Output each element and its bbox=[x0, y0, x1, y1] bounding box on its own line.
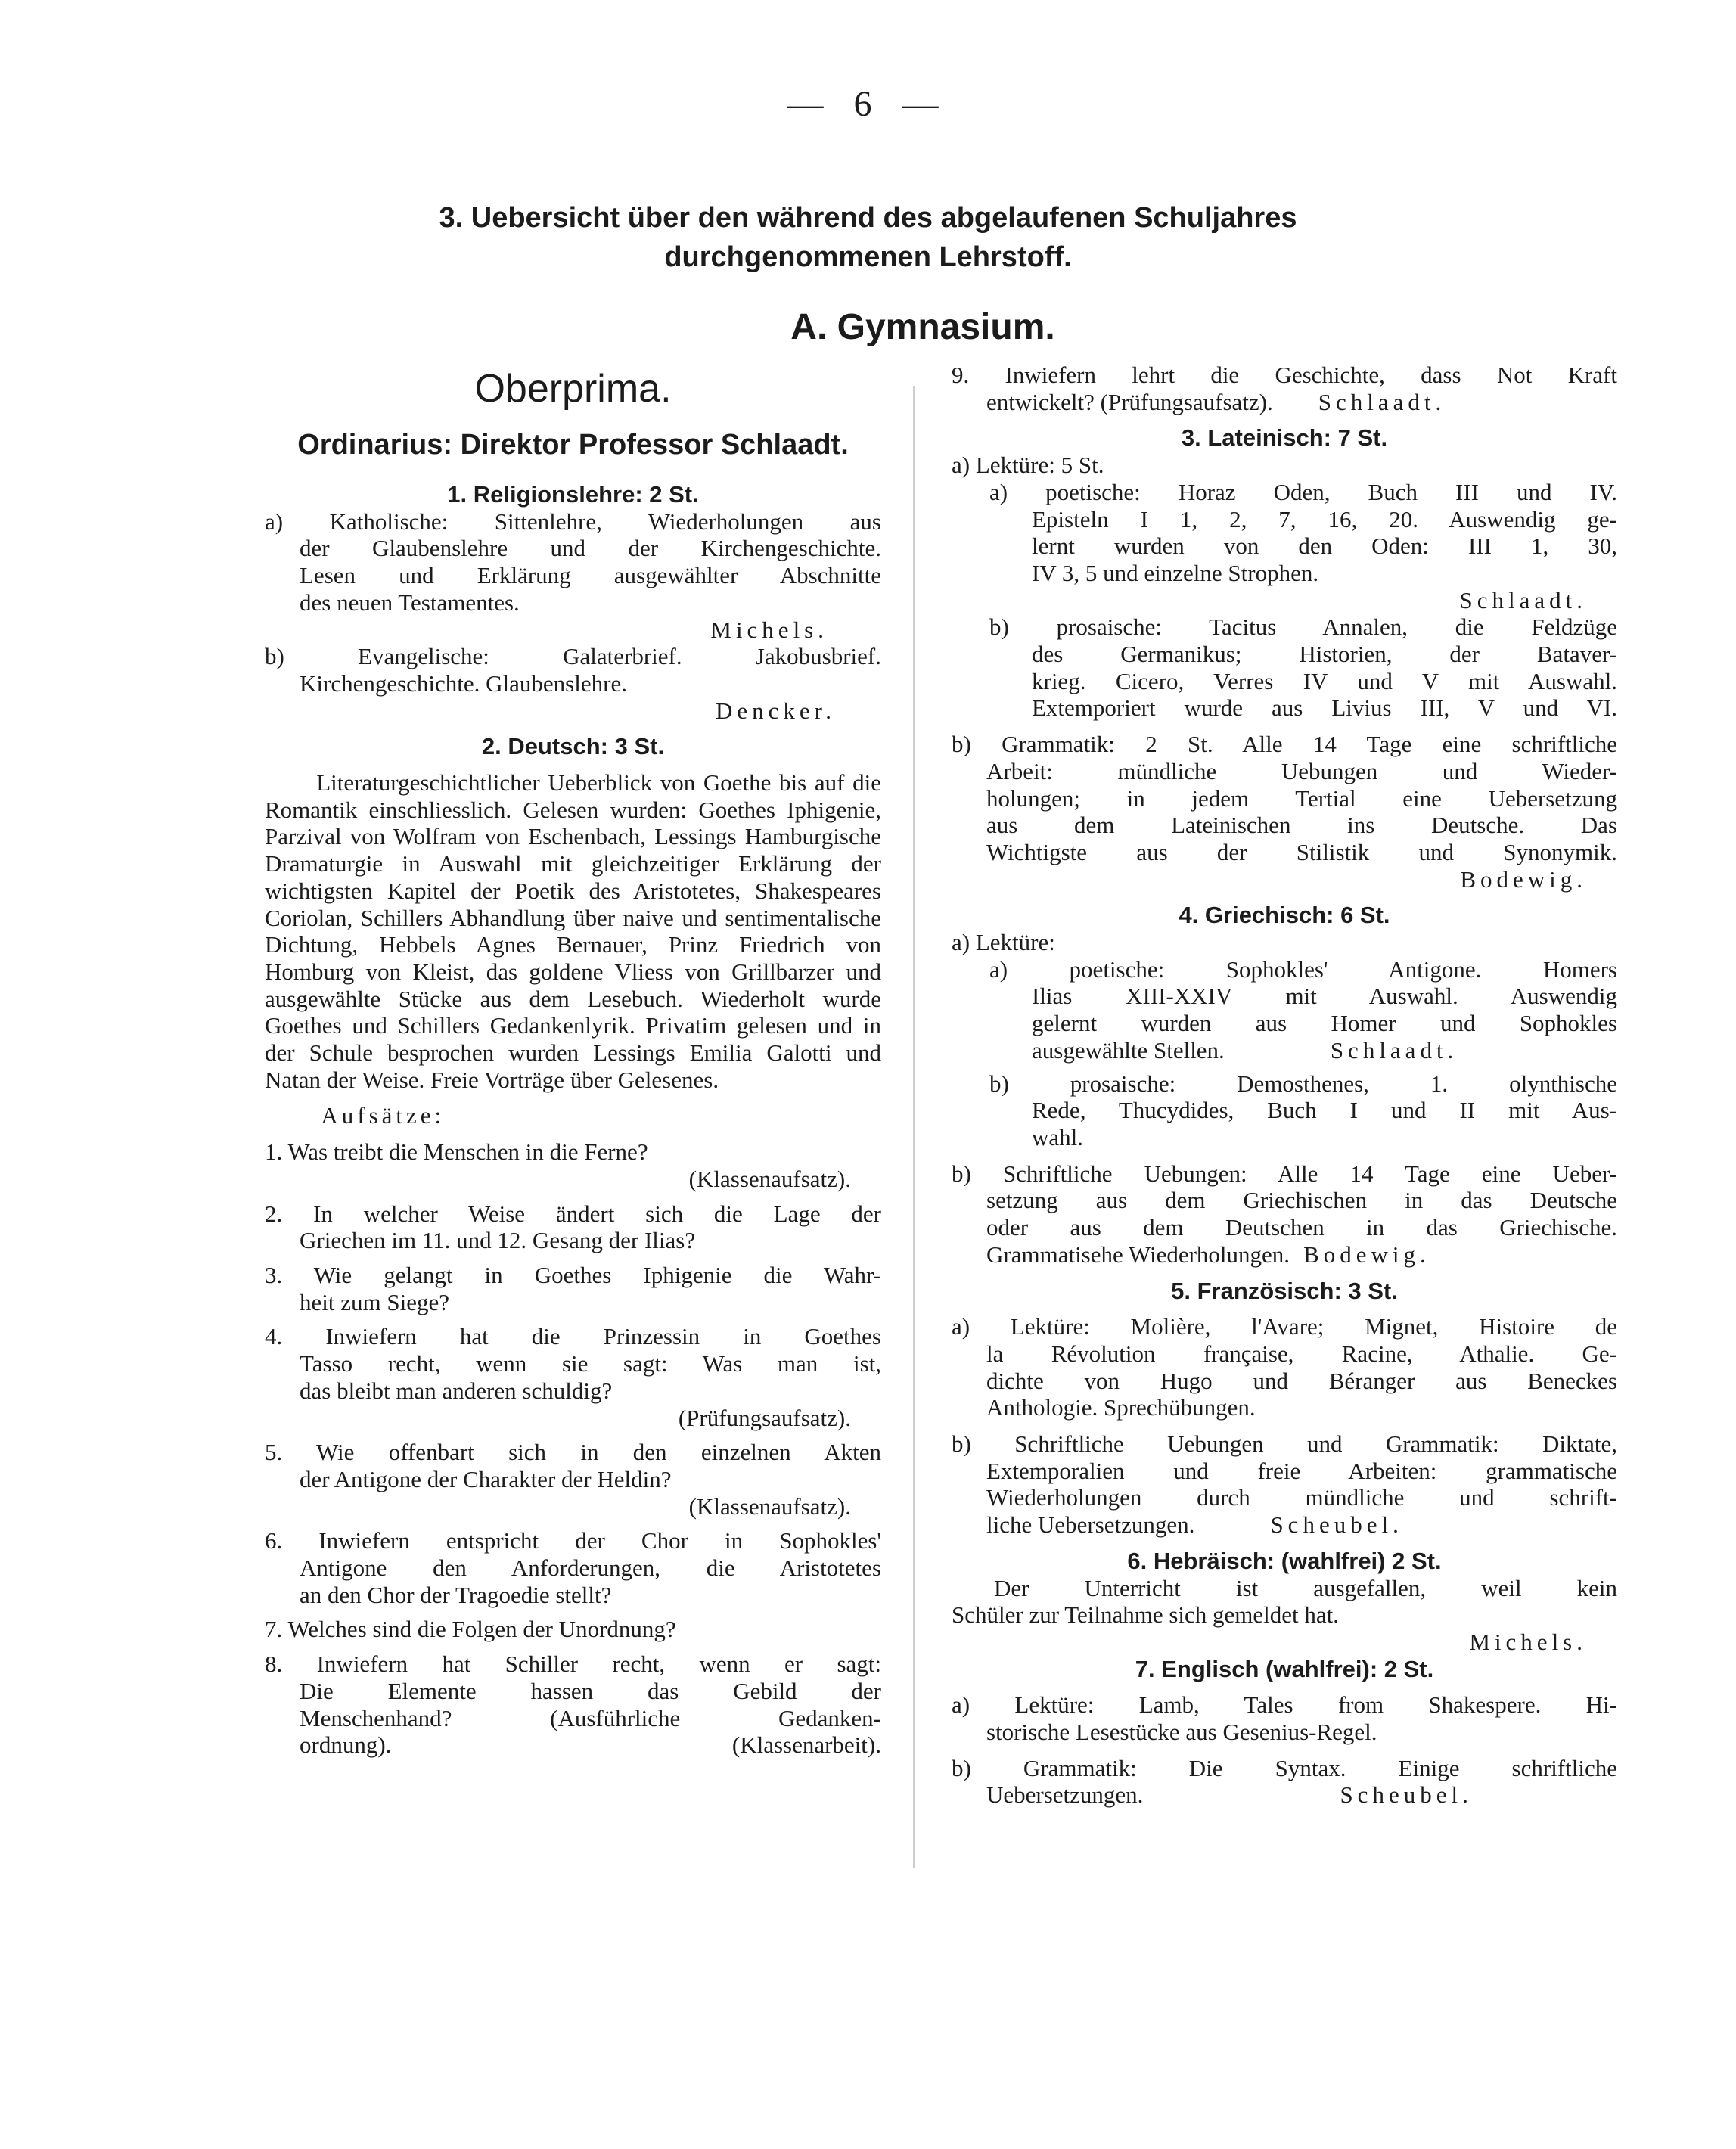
text-line: b) Grammatik: Die Syntax. Einige schriftliche bbox=[952, 1754, 1617, 1781]
text-line: la Révolution française, Racine, Athalie. Ge- bbox=[986, 1340, 1617, 1367]
text-line: a) Lektüre: Lamb, Tales from Shakespere. Hi- bbox=[952, 1691, 1617, 1719]
text-line: b) Evangelische: Galaterbrief. Jakobusbrief. bbox=[265, 643, 881, 670]
text-line: b) Schriftliche Uebungen und Grammatik: Diktate, bbox=[952, 1430, 1617, 1458]
text-line: a) poetische: Sophokles' Antigone. Homers bbox=[989, 955, 1617, 983]
text-line: b) Schriftliche Uebungen: Alle 14 Tage eine Ueber- bbox=[952, 1160, 1617, 1187]
essay-number: 6. bbox=[265, 1527, 283, 1554]
signature: Scheubel. bbox=[1270, 1511, 1403, 1539]
text-line: a) Katholische: Sittenlehre, Wiederholungen aus bbox=[265, 508, 881, 535]
griechisch-prose bbox=[952, 1070, 1617, 1151]
essay-line: Tasso recht, wenn sie sagt: Was man ist, bbox=[300, 1350, 881, 1377]
essay-text: Inwiefern entspricht der Chor in Sophokles' bbox=[318, 1527, 881, 1554]
essay-line bbox=[265, 1439, 881, 1466]
essay-item bbox=[265, 1527, 881, 1608]
column-divider bbox=[913, 386, 915, 1868]
griechisch-a-label: a) Lektüre: bbox=[952, 929, 1055, 956]
essay-line: ordnung). (Klassenarbeit). bbox=[300, 1731, 881, 1759]
essay-line bbox=[265, 1527, 881, 1554]
signature: Schlaadt. bbox=[1318, 388, 1446, 415]
signature: Schlaadt. bbox=[1330, 1036, 1458, 1064]
text-line: gelernt wurden aus Homer und Sophokles bbox=[1032, 1010, 1617, 1037]
essay-line bbox=[265, 1138, 881, 1166]
text: Grammatisehe Wiederholungen. bbox=[986, 1241, 1290, 1268]
text-line: IV 3, 5 und einzelne Strophen. bbox=[1032, 559, 1319, 586]
class-title: Oberprima. bbox=[474, 367, 672, 411]
essay-9 bbox=[952, 362, 1617, 415]
griechisch-poetic bbox=[952, 956, 1617, 1064]
essay-item bbox=[265, 1200, 881, 1254]
text-line bbox=[952, 1241, 1617, 1269]
latein-prose bbox=[952, 613, 1617, 722]
subject-heading-religion: 1. Religionslehre: 2 St. bbox=[447, 481, 699, 508]
essay-line: an den Chor der Tragoedie stellt? bbox=[300, 1581, 612, 1608]
essay-number: 5. bbox=[265, 1439, 283, 1466]
text-line: oder aus dem Deutschen in das Griechische. bbox=[986, 1214, 1617, 1241]
essay-line bbox=[265, 1323, 881, 1350]
section-heading bbox=[0, 198, 1736, 277]
essay-line: Menschenhand? (Ausführliche Gedanken- bbox=[300, 1704, 881, 1731]
text-line: lernt wurden von den Oden: III 1, 30, bbox=[1032, 533, 1617, 560]
essay-item bbox=[265, 1138, 881, 1192]
text: Uebersetzungen. bbox=[986, 1781, 1144, 1809]
essay-note: (Klassenaufsatz). bbox=[688, 1165, 851, 1192]
text-line: Lesen und Erklärung ausgewählter Abschnitte bbox=[300, 562, 881, 589]
religion-b bbox=[265, 643, 881, 724]
text-line bbox=[952, 1511, 1617, 1539]
essay-text: Wie gelangt in Goethes Iphigenie die Wahr- bbox=[313, 1261, 881, 1288]
essay-item bbox=[265, 1651, 881, 1759]
englisch-a bbox=[952, 1691, 1617, 1745]
section-heading-line2: durchgenommenen Lehrstoff. bbox=[664, 241, 1072, 273]
essay-text: Was treibt die Menschen in die Ferne? bbox=[287, 1138, 648, 1166]
essay-list bbox=[265, 1138, 881, 1759]
text-line: storische Lesestücke aus Gesenius-Regel. bbox=[986, 1719, 1377, 1746]
text-line: Extemporalien und freie Arbeiten: grammatische bbox=[986, 1457, 1617, 1484]
religion-a bbox=[265, 508, 881, 644]
essay-item bbox=[265, 1323, 881, 1431]
subject-heading-englisch: 7. Englisch (wahlfrei): 2 St. bbox=[1135, 1655, 1434, 1682]
essay-number: 1. bbox=[265, 1138, 283, 1166]
essay-item bbox=[265, 1616, 881, 1643]
text-line bbox=[989, 1037, 1617, 1064]
text-line: b) prosaische: Demosthenes, 1. olynthische bbox=[989, 1070, 1617, 1097]
subject-heading-franzoesisch: 5. Französisch: 3 St. bbox=[1171, 1277, 1398, 1304]
signature: Bodewig. bbox=[1303, 1241, 1430, 1268]
text-line: Arbeit: mündliche Uebungen und Wieder- bbox=[986, 757, 1617, 784]
subject-heading-griechisch: 4. Griechisch: 6 St. bbox=[1179, 902, 1390, 929]
text-line: Der Unterricht ist ausgefallen, weil kein bbox=[994, 1574, 1617, 1601]
essay-line bbox=[265, 1200, 881, 1228]
essay-text: Inwiefern hat Schiller recht, wenn er sagt: bbox=[316, 1651, 882, 1678]
essay-text: entwickelt? (Prüfungsaufsatz). bbox=[986, 388, 1273, 415]
signature: Michels. bbox=[710, 616, 828, 643]
text-line bbox=[952, 389, 1617, 416]
essay-line: Die Elemente hassen das Gebild der bbox=[300, 1677, 881, 1704]
essay-line bbox=[265, 1651, 881, 1678]
text-line: des Germanikus; Historien, der Bataver- bbox=[1032, 641, 1617, 668]
essay-number: 2. bbox=[265, 1200, 283, 1227]
text-line: dichte von Hugo und Béranger aus Beneckes bbox=[986, 1367, 1617, 1394]
franzoesisch-b bbox=[952, 1430, 1617, 1539]
essay-text: In welcher Weise ändert sich die Lage der bbox=[313, 1200, 881, 1227]
latein-a-label: a) Lektüre: 5 St. bbox=[952, 452, 1104, 479]
essay-line bbox=[265, 1616, 881, 1643]
englisch-b bbox=[952, 1755, 1617, 1809]
essay-item bbox=[265, 1439, 881, 1520]
signature: Bodewig. bbox=[1460, 865, 1587, 893]
text-line: a) poetische: Horaz Oden, Buch III und IV. bbox=[989, 478, 1617, 505]
essay-text: Inwiefern hat die Prinzessin in Goethes bbox=[325, 1323, 881, 1350]
essay-text: Welches sind die Folgen der Unordnung? bbox=[287, 1616, 676, 1643]
subject-heading-latein: 3. Lateinisch: 7 St. bbox=[1181, 424, 1388, 452]
deutsch-text: Literaturgeschichtlicher Ueberblick von Goethe bis auf die Romantik einschliesslich. Gelesen wurden: Goethes Iphigenie, Parzival von Wolfram von Eschenbach, Lessings Hamburgische Dramaturgie in Auswahl mit gleichzeitiger Erklärung der wichtigsten Kapitel der Poetik des Aristotetes, Shakespeares Coriolan, Schillers Abhandlung über naive und sentimentalische Dichtung, Hebbels Agnes Bernauer, Prinz Friedrich von Homburg von Kleist, das goldene Vliess von Grillbarzer und ausgewählte Stücke aus dem Lesebuch. Wiederholt wurde Goethes und Schillers Gedankenlyrik. Privatim gelesen und in der Schule besprochen wurden Lessings Emilia Galotti und Natan der Weise. Freie Vorträge über Gelesenes. bbox=[265, 769, 881, 1093]
text-line: b) prosaische: Tacitus Annalen, die Feldzüge bbox=[989, 613, 1617, 641]
text-line: aus dem Lateinischen ins Deutsche. Das bbox=[986, 812, 1617, 839]
essay-line: Griechen im 11. und 12. Gesang der Ilias? bbox=[300, 1227, 696, 1254]
signature: Schlaadt. bbox=[1459, 586, 1587, 613]
franzoesisch-a bbox=[952, 1313, 1617, 1421]
text-line: holungen; in jedem Tertial eine Uebersetzung bbox=[986, 784, 1617, 812]
left-column bbox=[265, 362, 881, 1759]
text-line: Anthologie. Sprechübungen. bbox=[986, 1394, 1256, 1421]
essay-number: 7. bbox=[265, 1616, 283, 1643]
essay-number: 3. bbox=[265, 1261, 283, 1288]
essay-line: das bleibt man anderen schuldig? bbox=[300, 1377, 613, 1404]
right-column bbox=[952, 362, 1617, 1809]
text-line: b) Grammatik: 2 St. Alle 14 Tage eine schriftliche bbox=[952, 731, 1617, 758]
essay-line bbox=[265, 1262, 881, 1289]
text-line: Ilias XIII-XXIV mit Auswahl. Auswendig bbox=[1032, 983, 1617, 1010]
aufsaetze-label: Aufsätze: bbox=[321, 1102, 446, 1129]
text-line: des neuen Testamentes. bbox=[300, 588, 520, 616]
text-line bbox=[952, 1781, 1617, 1809]
essay-line: der Antigone der Charakter der Heldin? bbox=[300, 1465, 672, 1492]
text-line: krieg. Cicero, Verres IV und V mit Auswahl. bbox=[1032, 667, 1617, 694]
text-line: setzung aus dem Griechischen in das Deutsche bbox=[986, 1187, 1617, 1214]
latein-b bbox=[952, 731, 1617, 893]
text-line: Wichtigste aus der Stilistik und Synonymik. bbox=[986, 838, 1617, 865]
text-line: Rede, Thucydides, Buch I und II mit Aus- bbox=[1032, 1097, 1617, 1124]
text-line: der Glaubenslehre und der Kirchengeschichte. bbox=[300, 535, 881, 562]
school-title: A. Gymnasium. bbox=[790, 307, 1055, 347]
essay-line: heit zum Siege? bbox=[300, 1288, 449, 1315]
ordinarius: Ordinarius: Direktor Professor Schlaadt. bbox=[297, 429, 849, 461]
griechisch-b bbox=[952, 1160, 1617, 1269]
hebraeisch-text bbox=[952, 1575, 1617, 1656]
essay-note: (Klassenaufsatz). bbox=[688, 1492, 851, 1520]
essay-line: Antigone den Anforderungen, die Aristotetes bbox=[300, 1554, 881, 1582]
text-line: Schüler zur Teilnahme sich gemeldet hat. bbox=[952, 1601, 1340, 1629]
signature: Dencker. bbox=[715, 697, 836, 724]
signature: Scheubel. bbox=[1340, 1781, 1473, 1809]
text-line: wahl. bbox=[1032, 1123, 1084, 1151]
signature: Michels. bbox=[1469, 1628, 1587, 1655]
text-line: Wiederholungen durch mündliche und schrift- bbox=[986, 1484, 1617, 1511]
latein-poetic bbox=[952, 479, 1617, 614]
text: liche Uebersetzungen. bbox=[986, 1511, 1195, 1539]
essay-number: 4. bbox=[265, 1323, 283, 1350]
text: ausgewählte Stellen. bbox=[1032, 1036, 1225, 1064]
essay-item bbox=[265, 1262, 881, 1315]
essay-note: (Prüfungsaufsatz). bbox=[678, 1404, 851, 1431]
text-line: a) Lektüre: Molière, l'Avare; Mignet, Histoire de bbox=[952, 1313, 1617, 1340]
subject-heading-deutsch: 2. Deutsch: 3 St. bbox=[481, 733, 665, 760]
subject-heading-hebraeisch: 6. Hebräisch: (wahlfrei) 2 St. bbox=[1127, 1547, 1442, 1574]
text-line: Episteln I 1, 2, 7, 16, 20. Auswendig ge- bbox=[1032, 505, 1617, 533]
essay-text: Wie offenbart sich in den einzelnen Akten bbox=[316, 1439, 881, 1466]
text-line: Kirchengeschichte. Glaubenslehre. bbox=[300, 669, 627, 697]
essay-number: 8. bbox=[265, 1651, 283, 1678]
page-number: — 6 — bbox=[787, 84, 949, 124]
section-heading-line1: 3. Uebersicht über den während des abgelaufenen Schuljahres bbox=[439, 202, 1297, 234]
text-line: Extemporiert wurde aus Livius III, V und VI. bbox=[1032, 694, 1617, 722]
text-line: 9. Inwiefern lehrt die Geschichte, dass Not Kraft bbox=[952, 362, 1617, 388]
